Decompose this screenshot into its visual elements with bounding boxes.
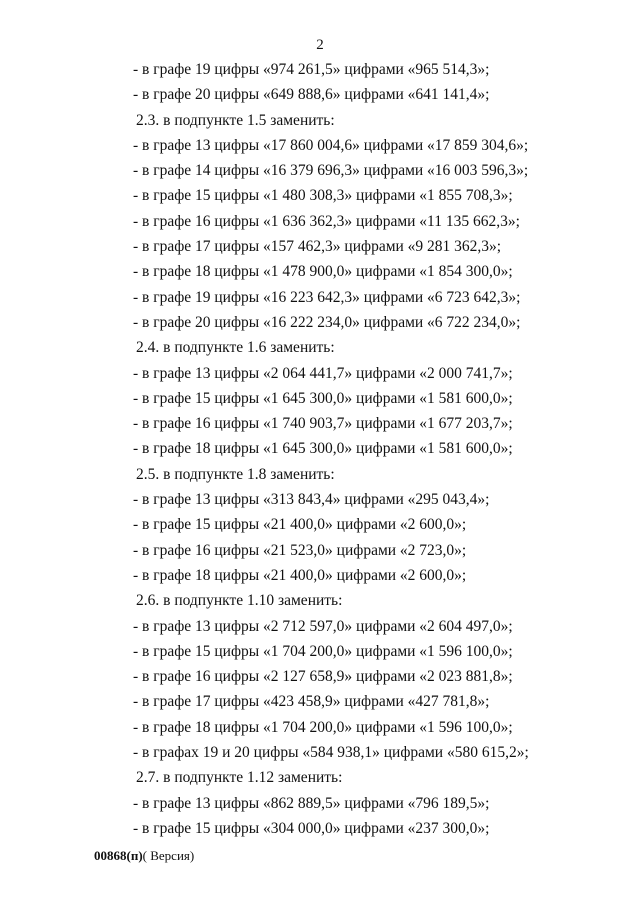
subsection-heading: 2.3. в подпункте 1.5 заменить: [136,111,335,129]
amendment-item: - в графе 13 цифры «17 860 004,6» цифрами «17 859 304,6»; [133,136,529,154]
amendment-item: - в графе 18 цифры «21 400,0» цифрами «2 600,0»; [133,566,467,584]
document-body [133,57,633,841]
subsection-heading: 2.6. в подпункте 1.10 заменить: [136,592,343,610]
amendment-item: - в графах 19 и 20 цифры «584 938,1» цифрами «580 615,2»; [133,744,529,762]
amendment-item: - в графе 13 цифры «862 889,5» цифрами «796 189,5»; [133,794,490,812]
amendment-item: - в графе 20 цифры «16 222 234,0» цифрами «6 722 234,0»; [133,313,521,331]
amendment-item: - в графе 20 цифры «649 888,6» цифрами «641 141,4»; [133,86,490,104]
amendment-item: - в графе 19 цифры «16 223 642,3» цифрами «6 723 642,3»; [133,288,521,306]
document-version: ( Версия) [142,848,195,863]
amendment-item: - в графе 17 цифры «157 462,3» цифрами «9 281 362,3»; [133,238,502,256]
amendment-item: - в графе 16 цифры «2 127 658,9» цифрами «2 023 881,8»; [133,668,513,686]
amendment-item: - в графе 16 цифры «21 523,0» цифрами «2 723,0»; [133,541,467,559]
amendment-item: - в графе 13 цифры «313 843,4» цифрами «295 043,4»; [133,491,490,509]
document-footer [94,848,194,864]
amendment-item: - в графе 15 цифры «1 704 200,0» цифрами «1 596 100,0»; [133,642,513,660]
amendment-item: - в графе 18 цифры «1 478 900,0» цифрами «1 854 300,0»; [133,263,513,281]
amendment-item: - в графе 15 цифры «1 480 308,3» цифрами «1 855 708,3»; [133,187,513,205]
amendment-item: - в графе 17 цифры «423 458,9» цифрами «427 781,8»; [133,693,490,711]
amendment-item: - в графе 16 цифры «1 740 903,7» цифрами «1 677 203,7»; [133,415,513,433]
document-code: 00868(п) [94,848,143,863]
amendment-item: - в графе 15 цифры «21 400,0» цифрами «2 600,0»; [133,516,467,534]
subsection-heading: 2.5. в подпункте 1.8 заменить: [136,465,335,483]
amendment-item: - в графе 13 цифры «2 064 441,7» цифрами «2 000 741,7»; [133,364,513,382]
amendment-item: - в графе 15 цифры «304 000,0» цифрами «237 300,0»; [133,819,490,837]
amendment-item: - в графе 18 цифры «1 645 300,0» цифрами «1 581 600,0»; [133,440,513,458]
amendment-item: - в графе 19 цифры «974 261,5» цифрами «965 514,3»; [133,61,490,78]
amendment-item: - в графе 16 цифры «1 636 362,3» цифрами «11 135 662,3»; [133,212,520,230]
amendment-item: - в графе 13 цифры «2 712 597,0» цифрами «2 604 497,0»; [133,617,513,635]
amendment-item: - в графе 18 цифры «1 704 200,0» цифрами «1 596 100,0»; [133,718,513,736]
subsection-heading: 2.7. в подпункте 1.12 заменить: [136,769,343,787]
amendment-item: - в графе 14 цифры «16 379 696,3» цифрами «16 003 596,3»; [133,162,529,180]
subsection-heading: 2.4. в подпункте 1.6 заменить: [136,339,335,357]
page-number: 2 [316,37,324,53]
amendment-item: - в графе 15 цифры «1 645 300,0» цифрами «1 581 600,0»; [133,389,513,407]
